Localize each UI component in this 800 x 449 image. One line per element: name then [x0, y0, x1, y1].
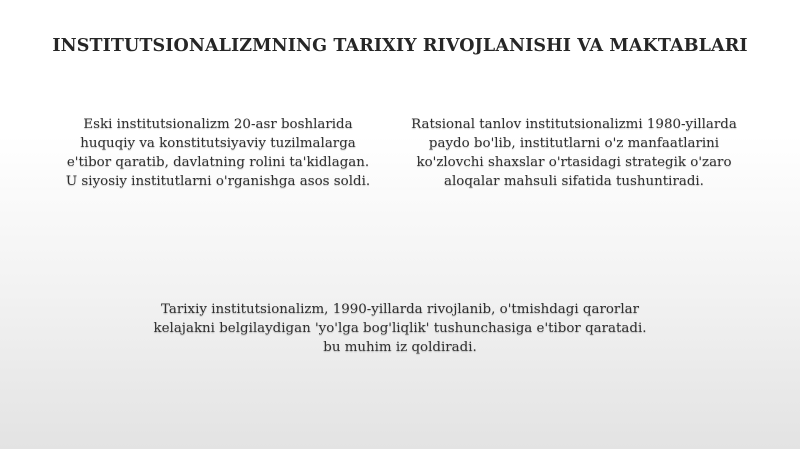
historical-institutionalism-paragraph [120, 300, 680, 357]
paragraph-line: Eski institutsionalizm 20-asr boshlarida [83, 117, 353, 132]
old-institutionalism-paragraph [48, 115, 388, 191]
slide-title: INSTITUTSIONALIZMNING TARIXIY RIVOJLANISHI VA MAKTABLARI [52, 36, 748, 56]
rational-choice-paragraph [398, 115, 750, 191]
paragraph-line: U siyosiy institutlarni o'rganishga asos soldi. [65, 174, 371, 189]
paragraph-line: kelajakni belgilaydigan 'yo'lga bog'liqlik' tushunchasiga e'tibor qaratadi. [153, 321, 647, 336]
paragraph-line: aloqalar mahsuli sifatida tushuntiradi. [444, 174, 704, 189]
paragraph-line: ko'zlovchi shaxslar o'rtasidagi strategik o'zaro [416, 155, 732, 170]
paragraph-line: Ratsional tanlov institutsionalizmi 1980-yillarda [411, 117, 737, 132]
paragraph-line: e'tibor qaratib, davlatning rolini ta'kidlagan. [66, 155, 370, 170]
paragraph-line: Tarixiy institutsionalizm, 1990-yillarda rivojlanib, o'tmishdagi qarorlar [161, 302, 639, 317]
paragraph-line: huquqiy va konstitutsiyaviy tuzilmalarga [80, 136, 356, 151]
paragraph-line: bu muhim iz qoldiradi. [323, 340, 477, 355]
paragraph-line: paydo bo'lib, institutlarni o'z manfaatlarini [428, 136, 720, 151]
